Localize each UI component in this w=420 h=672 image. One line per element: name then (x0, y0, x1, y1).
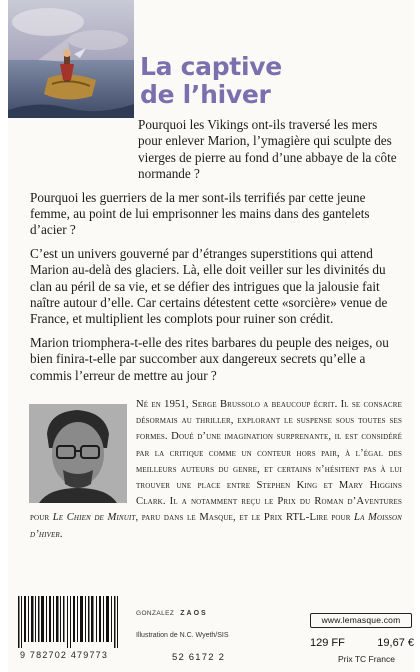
price-note: Prix TC France (338, 654, 395, 664)
publisher-small: GONZALEZ (136, 610, 175, 617)
blurb-paragraph: C’est un univers gouverné par d’étranges superstitions qui attend Marion au-delà des glaciers. Là, elle doit veiller sur les divinités du clan au péril de sa vie, et se défier des intrigues que la jalousie fait naître autour d’elle. Car certains détestent cette «sorcière» venue de France, et multiplient les complots pour ruiner son crédit. (30, 245, 388, 327)
book-title (140, 53, 410, 109)
website-label: www.lemasque.com (310, 613, 412, 628)
blurb-paragraph: Marion triomphera-t-elle des rites barbares du peuple des neiges, ou bien finira-t-elle par succomber aux dangereux secrets qu’elle a commis l’erreur de mettre au jour ? (30, 334, 389, 383)
price-ff: 129 FF (310, 637, 345, 649)
blurb (30, 117, 402, 391)
cover-illustration (8, 0, 134, 118)
bio-book-title: Le Chien de Minuit (52, 512, 136, 524)
bio-text: , paru dans le Masque, et le Prix RTL-Lire pour (135, 512, 355, 524)
bio-text: . (59, 528, 63, 540)
illustration-credit: Illustration de N.C. Wyeth/SIS (136, 632, 229, 639)
bio-text: Né en 1951, Serge Brussolo a beaucoup écrit. Il se consacre désormais au thriller, explorant le suspense sous toutes ses formes. Doué d’une imagination surprenante, il est considéré par la critique comme un conteur hors pair, à l’égal des meilleurs auteurs du genre, et certains n’hésitent pas à lui trouver une place entre Stephen King et Mary Higgins Clark. Il a notamment reçu le Prix du Roman d’Aventures pour (30, 399, 402, 524)
book-code: 52 6172 2 (172, 652, 226, 663)
blurb-paragraph: Pourquoi les Vikings ont-ils traversé les mers pour enlever Marion, l’ymagière qui sculpte des vierges de pierre au fond d’une abbaye de la côte normande ? (138, 117, 397, 182)
title-line-1: La captive (140, 52, 282, 81)
blurb-paragraph: Pourquoi les guerriers de la mer sont-ils terrifiés par cette jeune femme, au point de lui emprisonner les mains dans des gantelets d’acier ? (30, 189, 370, 238)
bio-book-title: La Moisson d’hiver (30, 512, 402, 540)
author-bio (30, 397, 402, 543)
price (310, 637, 414, 649)
publisher-brand: ZAOS (180, 610, 208, 617)
title-line-2: de l’hiver (140, 80, 271, 109)
barcode-number: 9 782702 479773 (20, 650, 109, 660)
price-eur: 19,67 € (377, 637, 414, 649)
book-back-cover (8, 0, 414, 672)
publisher-credit (136, 610, 208, 617)
